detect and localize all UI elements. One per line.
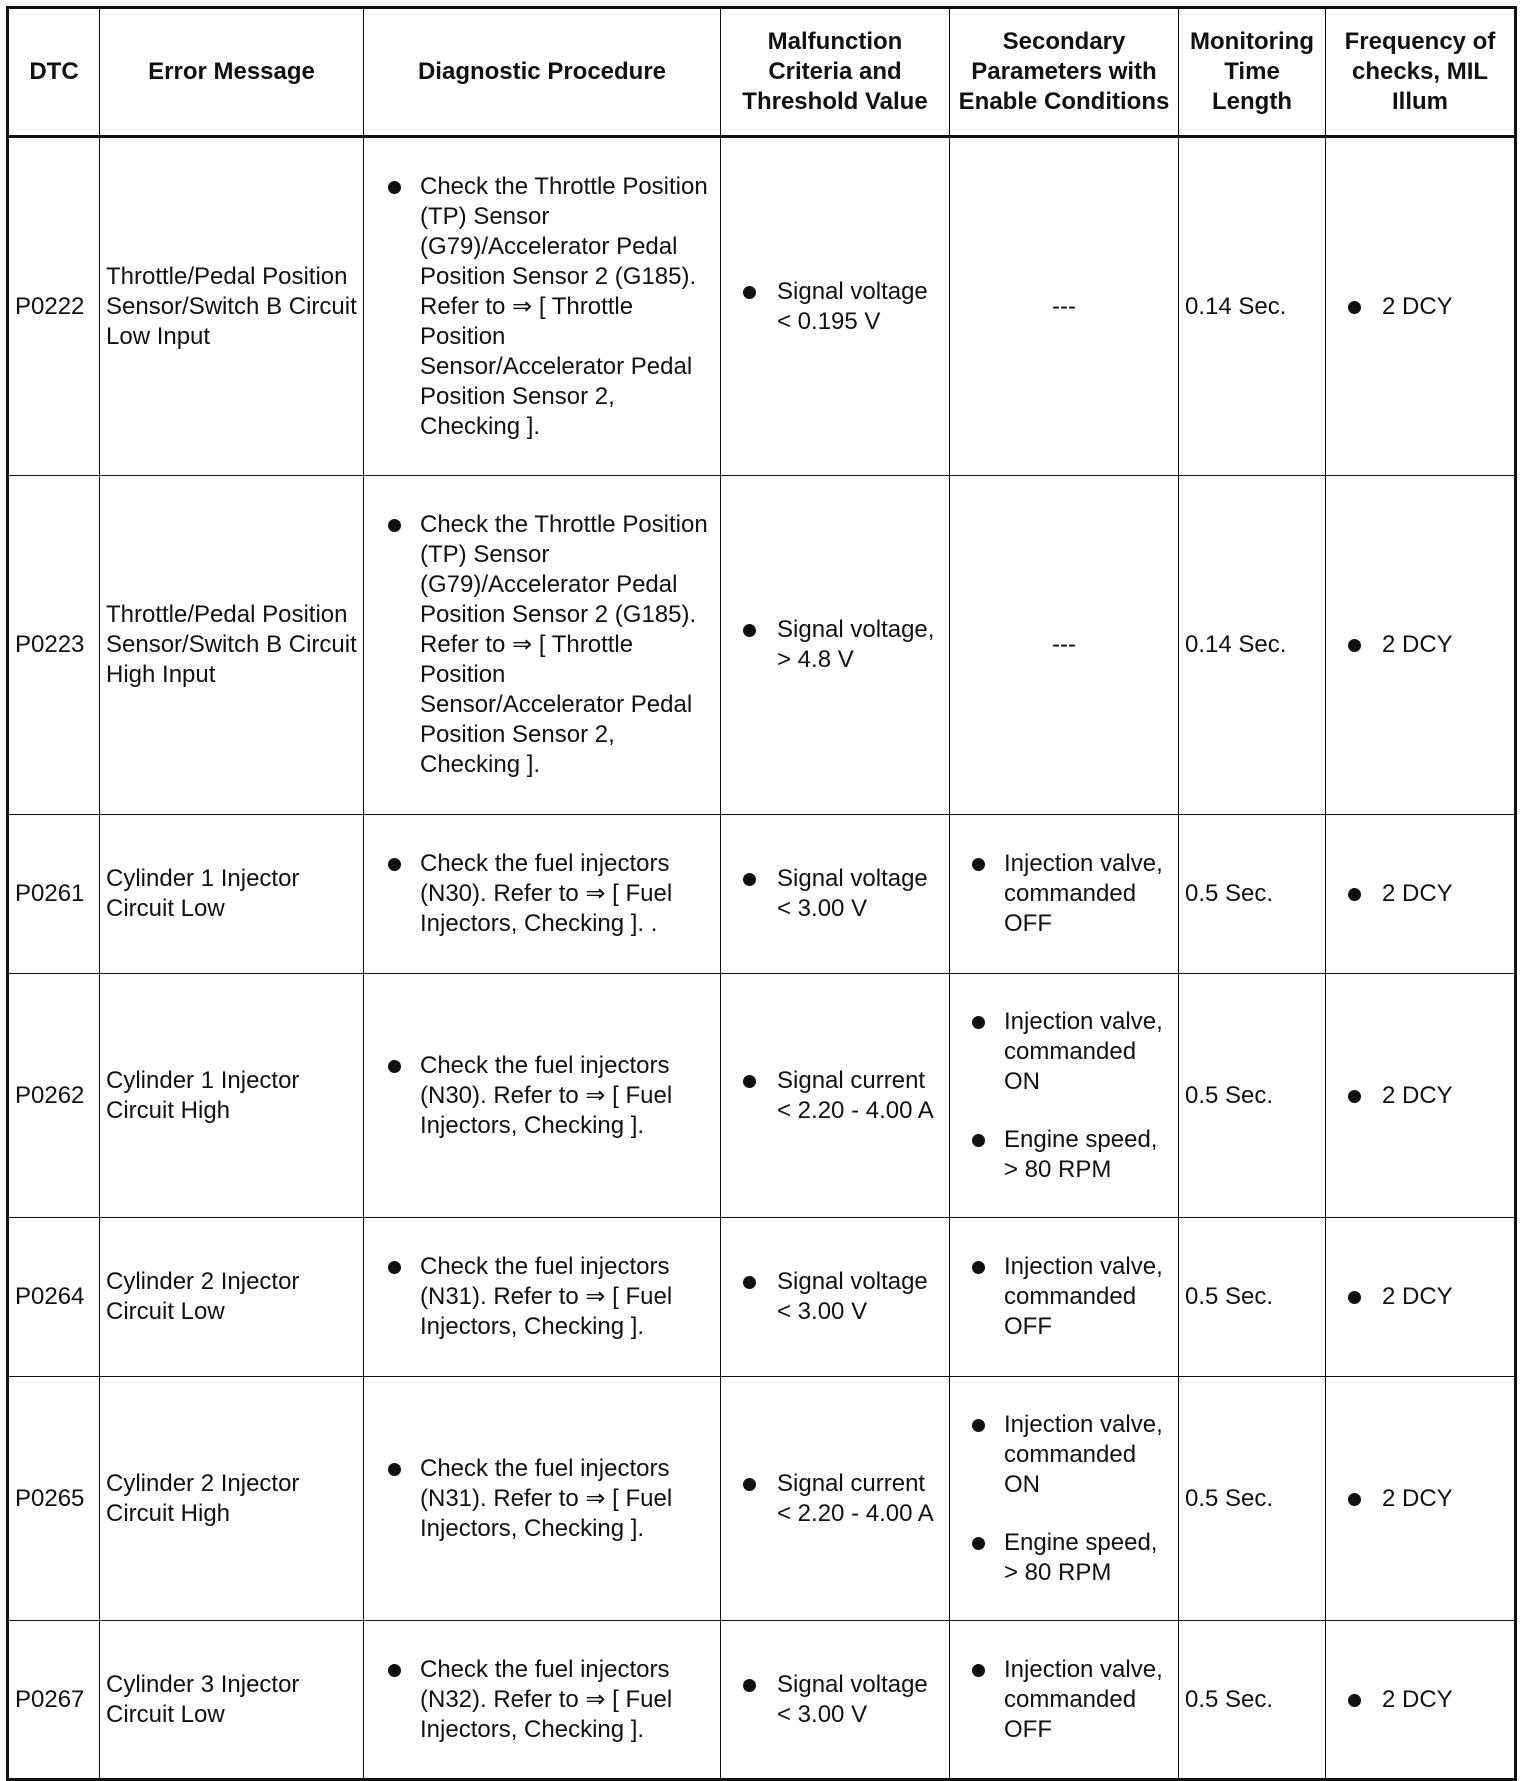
bullet-icon: [388, 858, 401, 871]
bullet-icon: [388, 1463, 401, 1476]
bullet-list: [721, 864, 945, 924]
header-error-message: Error Message: [100, 8, 364, 137]
table-row: [8, 476, 1516, 815]
bullet-list: [721, 1469, 945, 1529]
diagnostic-procedure: [364, 1621, 721, 1780]
error-message: Throttle/Pedal Position Sensor/Switch B Circuit Low Input: [100, 137, 364, 476]
header-dtc: DTC: [8, 8, 100, 137]
bullet-icon: [972, 1419, 985, 1432]
bullet-icon: [1348, 1493, 1361, 1506]
enable-conditions: [950, 1377, 1179, 1621]
bullet-list: [364, 1454, 716, 1544]
monitoring-time: 0.14 Sec.: [1179, 137, 1326, 476]
frequency-text: 2 DCY: [1382, 1685, 1453, 1713]
dtc-code: P0267: [8, 1621, 100, 1780]
bullet-item: [950, 1125, 1174, 1185]
criteria-text: Signal voltage < 3.00 V: [777, 1268, 928, 1325]
frequency-text: 2 DCY: [1382, 631, 1453, 658]
condition-text: Injection valve, commanded OFF: [1004, 1253, 1163, 1340]
error-message: Cylinder 2 Injector Circuit Low: [100, 1218, 364, 1377]
bullet-icon: [743, 1478, 756, 1491]
procedure-text: Check the fuel injectors (N31). Refer to ⇒ [ Fuel Injectors, Checking ].: [420, 1454, 673, 1542]
bullet-icon: [1348, 1291, 1361, 1304]
bullet-icon: [1348, 301, 1361, 314]
bullet-list: [721, 1267, 945, 1327]
table-body: [8, 137, 1516, 1780]
table-row: [8, 1621, 1516, 1780]
bullet-item: [364, 1252, 716, 1342]
monitoring-time: 0.14 Sec.: [1179, 476, 1326, 815]
bullet-icon: [1348, 639, 1361, 652]
condition-text: Engine speed, > 80 RPM: [1004, 1528, 1158, 1586]
bullet-icon: [743, 873, 756, 886]
table-row: [8, 1377, 1516, 1621]
bullet-list: [1326, 1484, 1510, 1514]
bullet-icon: [388, 519, 401, 532]
criteria-text: Signal current < 2.20 - 4.00 A: [777, 1469, 934, 1527]
dtc-code: P0262: [8, 974, 100, 1218]
header-malfunction-criteria: Malfunction Criteria and Threshold Value: [721, 8, 950, 137]
bullet-item: [950, 1007, 1174, 1097]
frequency-mil: [1326, 137, 1516, 476]
bullet-item: [364, 1051, 716, 1141]
bullet-item: [364, 172, 716, 442]
enable-conditions: ---: [950, 476, 1179, 815]
bullet-list: [364, 510, 716, 780]
procedure-text: Check the Throttle Position (TP) Sensor (G79)/Accelerator Pedal Position Sensor 2 (G185). Refer to ⇒ [ Throttle Position Sensor/Accelerator Pedal Position Sensor 2, Checking ].: [420, 511, 708, 778]
table-header-row: [8, 8, 1516, 137]
bullet-icon: [972, 858, 985, 871]
dtc-code: P0261: [8, 815, 100, 974]
bullet-list: [721, 615, 945, 675]
criteria-text: Signal voltage < 0.195 V: [777, 277, 928, 335]
bullet-icon: [388, 1060, 401, 1073]
dtc-code: P0223: [8, 476, 100, 815]
bullet-icon: [972, 1016, 985, 1029]
bullet-item: [364, 1454, 716, 1544]
bullet-list: [364, 1252, 716, 1342]
bullet-item: [721, 1469, 945, 1529]
bullet-list: [1326, 630, 1510, 660]
frequency-text: 2 DCY: [1382, 292, 1453, 320]
bullet-list: [1326, 1282, 1510, 1312]
bullet-item: [1326, 879, 1510, 909]
bullet-item: [950, 849, 1174, 939]
diagnostic-procedure: [364, 815, 721, 974]
bullet-item: [950, 1252, 1174, 1342]
condition-text: Injection valve, commanded OFF: [1004, 850, 1163, 937]
enable-conditions: ---: [950, 137, 1179, 476]
bullet-list: [1326, 1685, 1510, 1715]
table-row: [8, 1218, 1516, 1377]
dtc-table: [6, 6, 1517, 1781]
error-message: Cylinder 3 Injector Circuit Low: [100, 1621, 364, 1780]
bullet-item: [1326, 1484, 1510, 1514]
criteria-text: Signal voltage < 3.00 V: [777, 1670, 928, 1728]
malfunction-criteria: [721, 1621, 950, 1780]
bullet-item: [950, 1655, 1174, 1745]
frequency-mil: [1326, 1218, 1516, 1377]
table-row: [8, 974, 1516, 1218]
bullet-icon: [1348, 888, 1361, 901]
header-secondary-parameters: Secondary Parameters with Enable Conditions: [950, 8, 1179, 137]
enable-conditions: [950, 1218, 1179, 1377]
frequency-mil: [1326, 476, 1516, 815]
bullet-item: [364, 849, 716, 939]
header-monitoring-time: Monitoring Time Length: [1179, 8, 1326, 137]
bullet-item: [1326, 1282, 1510, 1312]
bullet-icon: [743, 1075, 756, 1088]
bullet-icon: [388, 1261, 401, 1274]
bullet-icon: [743, 1679, 756, 1692]
diagnostic-procedure: [364, 1218, 721, 1377]
bullet-item: [364, 510, 716, 780]
enable-conditions: [950, 974, 1179, 1218]
bullet-item: [721, 1670, 945, 1730]
criteria-text: Signal current < 2.20 - 4.00 A: [777, 1066, 934, 1124]
error-message: Throttle/Pedal Position Sensor/Switch B Circuit High Input: [100, 476, 364, 815]
header-frequency: Frequency of checks, MIL Illum: [1326, 8, 1516, 137]
frequency-text: 2 DCY: [1382, 1484, 1453, 1512]
condition-text: Injection valve, commanded ON: [1004, 1410, 1163, 1498]
bullet-item: [721, 615, 945, 675]
condition-text: Injection valve, commanded ON: [1004, 1007, 1163, 1095]
diagnostic-procedure: [364, 1377, 721, 1621]
header-diagnostic-procedure: Diagnostic Procedure: [364, 8, 721, 137]
bullet-list: [1326, 1081, 1510, 1111]
bullet-icon: [388, 1664, 401, 1677]
malfunction-criteria: [721, 476, 950, 815]
bullet-list: [1326, 292, 1510, 322]
condition-text: Injection valve, commanded OFF: [1004, 1655, 1163, 1743]
bullet-list: [721, 1066, 945, 1126]
bullet-list: [364, 849, 716, 939]
bullet-icon: [972, 1261, 985, 1274]
diagnostic-procedure: [364, 476, 721, 815]
frequency-mil: [1326, 1377, 1516, 1621]
procedure-text: Check the Throttle Position (TP) Sensor (G79)/Accelerator Pedal Position Sensor 2 (G185). Refer to ⇒ [ Throttle Position Sensor/Accelerator Pedal Position Sensor 2, Checking ].: [420, 172, 708, 440]
frequency-mil: [1326, 815, 1516, 974]
error-message: Cylinder 2 Injector Circuit High: [100, 1377, 364, 1621]
bullet-item: [364, 1655, 716, 1745]
monitoring-time: 0.5 Sec.: [1179, 1377, 1326, 1621]
table-row: [8, 815, 1516, 974]
monitoring-time: 0.5 Sec.: [1179, 1621, 1326, 1780]
bullet-icon: [743, 624, 756, 637]
criteria-text: Signal voltage, > 4.8 V: [777, 616, 935, 673]
enable-conditions: [950, 1621, 1179, 1780]
bullet-list: [950, 1655, 1174, 1745]
malfunction-criteria: [721, 1377, 950, 1621]
procedure-text: Check the fuel injectors (N30). Refer to ⇒ [ Fuel Injectors, Checking ].: [420, 1051, 673, 1139]
procedure-text: Check the fuel injectors (N31). Refer to ⇒ [ Fuel Injectors, Checking ].: [420, 1253, 673, 1340]
enable-conditions: [950, 815, 1179, 974]
bullet-icon: [1348, 1694, 1361, 1707]
procedure-text: Check the fuel injectors (N32). Refer to ⇒ [ Fuel Injectors, Checking ].: [420, 1655, 673, 1743]
diagnostic-procedure: [364, 974, 721, 1218]
dtc-code: P0265: [8, 1377, 100, 1621]
criteria-text: Signal voltage < 3.00 V: [777, 865, 928, 922]
monitoring-time: 0.5 Sec.: [1179, 974, 1326, 1218]
bullet-list: [950, 849, 1174, 939]
frequency-text: 2 DCY: [1382, 880, 1453, 907]
bullet-item: [950, 1410, 1174, 1500]
bullet-list: [721, 1670, 945, 1730]
malfunction-criteria: [721, 974, 950, 1218]
diagnostic-procedure: [364, 137, 721, 476]
bullet-item: [950, 1528, 1174, 1588]
frequency-text: 2 DCY: [1382, 1283, 1453, 1310]
frequency-text: 2 DCY: [1382, 1081, 1453, 1109]
bullet-list: [950, 1252, 1174, 1342]
frequency-mil: [1326, 974, 1516, 1218]
frequency-mil: [1326, 1621, 1516, 1780]
bullet-item: [721, 1066, 945, 1126]
bullet-icon: [388, 181, 401, 194]
document-page: [6, 6, 1517, 1781]
bullet-icon: [743, 286, 756, 299]
condition-text: Engine speed, > 80 RPM: [1004, 1125, 1158, 1183]
bullet-list: [364, 1655, 716, 1745]
error-message: Cylinder 1 Injector Circuit Low: [100, 815, 364, 974]
bullet-icon: [743, 1276, 756, 1289]
bullet-item: [1326, 292, 1510, 322]
bullet-item: [1326, 1081, 1510, 1111]
bullet-icon: [972, 1134, 985, 1147]
table-row: [8, 137, 1516, 476]
bullet-list: [950, 1410, 1174, 1588]
malfunction-criteria: [721, 1218, 950, 1377]
bullet-item: [1326, 630, 1510, 660]
malfunction-criteria: [721, 137, 950, 476]
bullet-icon: [972, 1537, 985, 1550]
bullet-list: [364, 1051, 716, 1141]
bullet-item: [721, 864, 945, 924]
dtc-code: P0222: [8, 137, 100, 476]
bullet-list: [721, 277, 945, 337]
monitoring-time: 0.5 Sec.: [1179, 815, 1326, 974]
procedure-text: Check the fuel injectors (N30). Refer to ⇒ [ Fuel Injectors, Checking ]. .: [420, 850, 673, 937]
bullet-list: [364, 172, 716, 442]
bullet-item: [721, 277, 945, 337]
bullet-list: [1326, 879, 1510, 909]
malfunction-criteria: [721, 815, 950, 974]
bullet-list: [950, 1007, 1174, 1185]
bullet-icon: [972, 1664, 985, 1677]
bullet-item: [721, 1267, 945, 1327]
dtc-code: P0264: [8, 1218, 100, 1377]
bullet-icon: [1348, 1090, 1361, 1103]
error-message: Cylinder 1 Injector Circuit High: [100, 974, 364, 1218]
monitoring-time: 0.5 Sec.: [1179, 1218, 1326, 1377]
bullet-item: [1326, 1685, 1510, 1715]
